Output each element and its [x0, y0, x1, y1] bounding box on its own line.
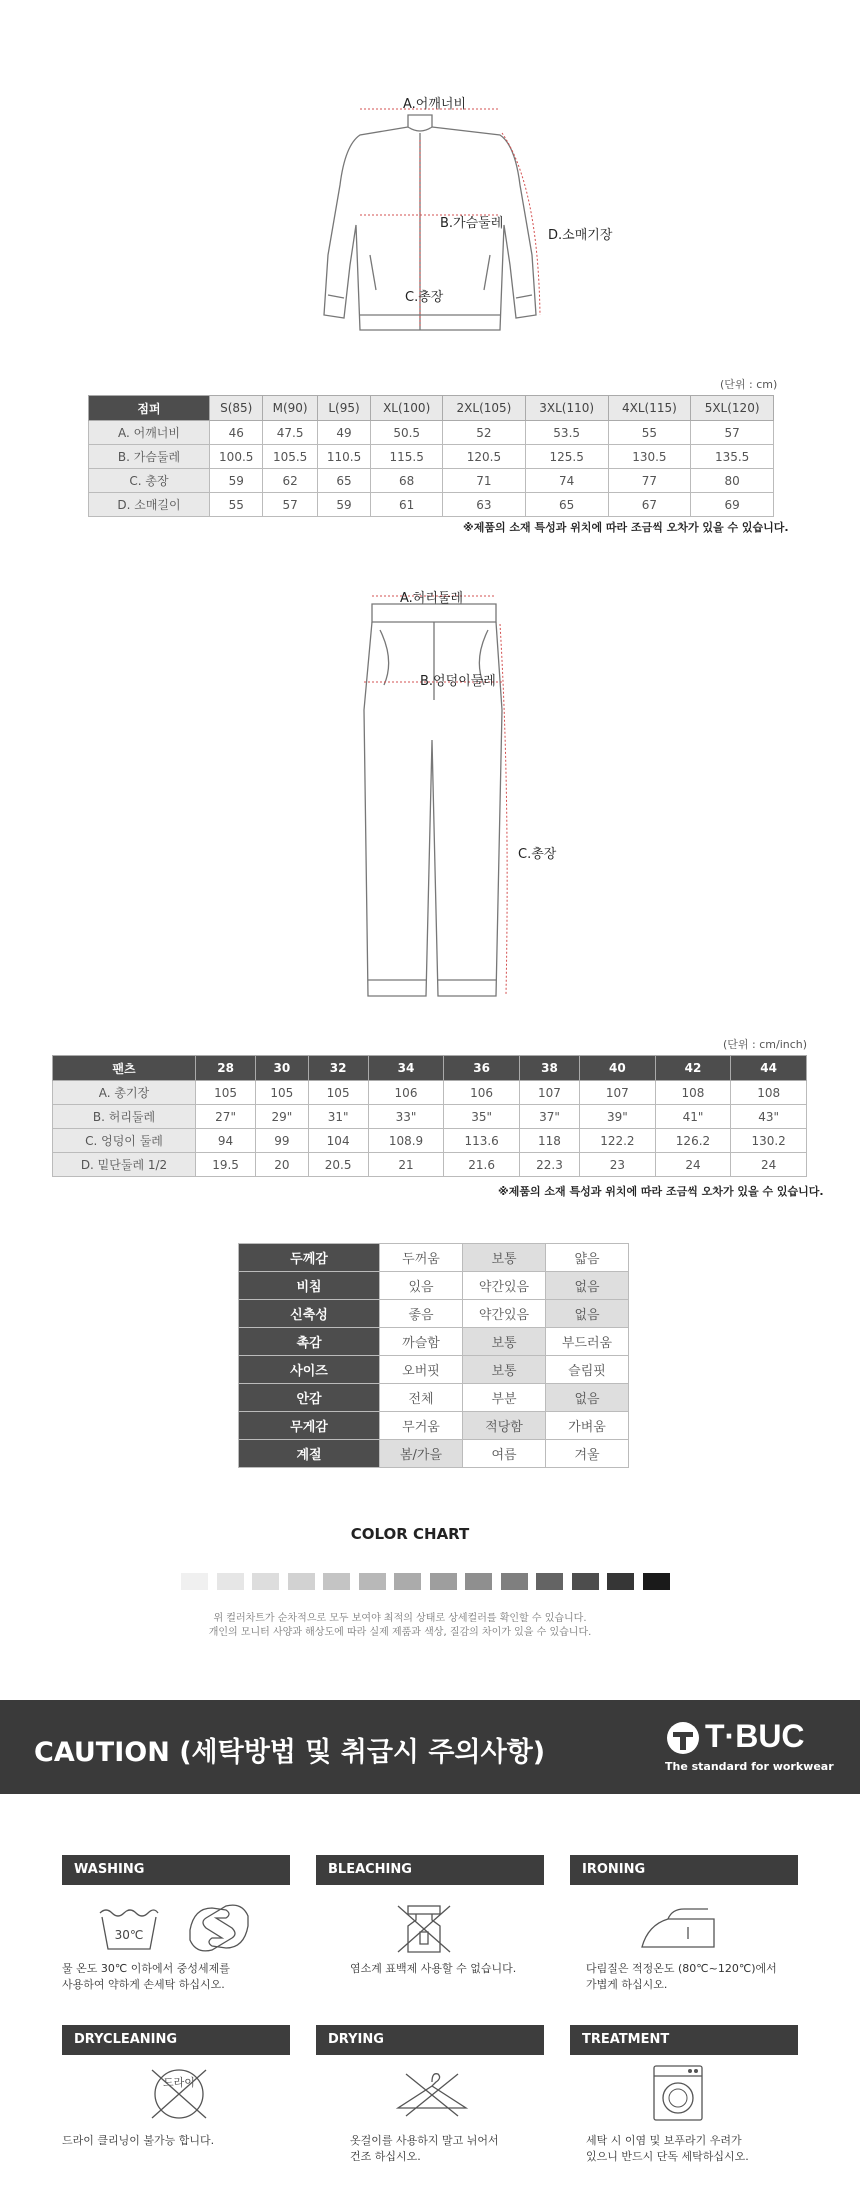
dryclean-mark-text: 드라이 [163, 2076, 195, 2089]
care-text-drycleaning-1: 드라이 클리닝이 불가능 합니다. [62, 2134, 215, 2147]
table-row [239, 1440, 629, 1468]
color-swatch [536, 1573, 563, 1590]
fabric-option: 오버핏 [380, 1356, 463, 1384]
table-cell: 59 [317, 493, 370, 517]
table-row [239, 1328, 629, 1356]
fabric-option-selected: 없음 [546, 1300, 629, 1328]
pants-label-a: A.허리둘레 [400, 591, 464, 606]
color-chart-title: COLOR CHART [350, 1525, 470, 1543]
fabric-option-selected: 봄/가을 [380, 1440, 463, 1468]
color-swatch [501, 1573, 528, 1590]
table-cell: 33" [368, 1105, 444, 1129]
fabric-option: 부분 [463, 1384, 546, 1412]
table-cell: 21.6 [444, 1153, 520, 1177]
table-cell: 110.5 [317, 445, 370, 469]
table-cell: 105 [308, 1081, 368, 1105]
table-cell: 99 [256, 1129, 308, 1153]
table-row [89, 493, 774, 517]
table-header-row [53, 1056, 807, 1081]
fabric-key: 비침 [239, 1272, 380, 1300]
table-header-cell: L(95) [317, 396, 370, 421]
no-dryclean-icon [144, 2066, 214, 2122]
table-cell: 52 [443, 421, 526, 445]
table-cell: 65 [525, 493, 608, 517]
jacket-label-b: B.가슴둘레 [440, 216, 504, 231]
table-cell: 108 [731, 1081, 807, 1105]
table-cell: 27" [196, 1105, 256, 1129]
care-text-ironing-2: 가볍게 하십시오. [586, 1978, 668, 1991]
table-cell: B. 허리둘레 [53, 1105, 196, 1129]
table-header-cell: S(85) [210, 396, 263, 421]
color-swatch [465, 1573, 492, 1590]
table-row [239, 1244, 629, 1272]
care-head-drycleaning: DRYCLEANING [62, 2025, 290, 2055]
table-cell: A. 어깨너비 [89, 421, 210, 445]
tbuc-logo-icon [665, 1720, 701, 1756]
fabric-option: 무거움 [380, 1412, 463, 1440]
pants-unit: (단위 : cm/inch) [723, 1038, 808, 1051]
table-header-cell: 30 [256, 1056, 308, 1081]
table-cell: 57 [691, 421, 774, 445]
care-text-washing-1: 물 온도 30℃ 이하에서 중성세제를 [62, 1962, 230, 1975]
color-swatch [288, 1573, 315, 1590]
table-cell: 106 [444, 1081, 520, 1105]
fabric-option: 여름 [463, 1440, 546, 1468]
fabric-option: 까슬함 [380, 1328, 463, 1356]
table-cell: 126.2 [655, 1129, 731, 1153]
fabric-option: 있음 [380, 1272, 463, 1300]
fabric-key: 무게감 [239, 1412, 380, 1440]
table-cell: 57 [263, 493, 317, 517]
jacket-size-table [88, 395, 774, 517]
table-cell: 71 [443, 469, 526, 493]
table-row [89, 469, 774, 493]
pants-size-table [52, 1055, 807, 1177]
table-cell: 31" [308, 1105, 368, 1129]
care-head-ironing: IRONING [570, 1855, 798, 1885]
fabric-option: 얇음 [546, 1244, 629, 1272]
caution-banner [0, 1700, 860, 1794]
care-text-treatment-2: 있으니 반드시 단독 세탁하십시오. [586, 2150, 749, 2163]
table-row [239, 1412, 629, 1440]
fabric-feel-table [238, 1243, 629, 1468]
table-cell: 105.5 [263, 445, 317, 469]
table-cell: 115.5 [371, 445, 443, 469]
washing-tub-icon [98, 1905, 160, 1953]
table-cell: 62 [263, 469, 317, 493]
jacket-unit: (단위 : cm) [720, 378, 778, 391]
table-cell: 24 [731, 1153, 807, 1177]
tbuc-logo-tagline: The standard for workwear [665, 1760, 834, 1773]
table-header-cell: 44 [731, 1056, 807, 1081]
table-cell: 49 [317, 421, 370, 445]
color-swatch [217, 1573, 244, 1590]
table-cell: 21 [368, 1153, 444, 1177]
fabric-option: 슬림핏 [546, 1356, 629, 1384]
table-cell: 107 [519, 1081, 579, 1105]
care-head-drying: DRYING [316, 2025, 544, 2055]
table-cell: 50.5 [371, 421, 443, 445]
color-swatch [323, 1573, 350, 1590]
table-cell: D. 밑단둘레 1/2 [53, 1153, 196, 1177]
fabric-key: 안감 [239, 1384, 380, 1412]
fabric-option: 전체 [380, 1384, 463, 1412]
fabric-option: 약간있음 [463, 1272, 546, 1300]
pants-illustration [350, 590, 530, 1000]
pants-label-c: C.총장 [518, 847, 557, 862]
fabric-option: 좋음 [380, 1300, 463, 1328]
table-row [53, 1105, 807, 1129]
table-cell: 47.5 [263, 421, 317, 445]
table-cell: 69 [691, 493, 774, 517]
fabric-option: 겨울 [546, 1440, 629, 1468]
jacket-label-d: D.소매기장 [548, 228, 613, 243]
no-bleach-icon [392, 1900, 456, 1956]
table-cell: C. 엉덩이 둘레 [53, 1129, 196, 1153]
table-cell: 37" [519, 1105, 579, 1129]
pants-note: ※제품의 소재 특성과 위치에 따라 조금씩 오차가 있을 수 있습니다. [498, 1185, 824, 1198]
fabric-key: 계절 [239, 1440, 380, 1468]
color-swatch [607, 1573, 634, 1590]
table-row [53, 1153, 807, 1177]
table-header-cell: 4XL(115) [608, 396, 691, 421]
table-cell: 125.5 [525, 445, 608, 469]
fabric-key: 두께감 [239, 1244, 380, 1272]
table-cell: B. 가슴둘레 [89, 445, 210, 469]
iron-icon [638, 1905, 718, 1953]
fabric-key: 사이즈 [239, 1356, 380, 1384]
tbuc-logo-text: T·BUC [705, 1718, 805, 1754]
hand-wash-icon [186, 1900, 252, 1956]
table-cell: 105 [196, 1081, 256, 1105]
care-head-treatment: TREATMENT [570, 2025, 798, 2055]
table-cell: 46 [210, 421, 263, 445]
table-cell: 120.5 [443, 445, 526, 469]
color-swatch [430, 1573, 457, 1590]
care-text-treatment-1: 세탁 시 이염 및 보푸라기 우려가 [586, 2134, 742, 2147]
table-header-cell: 2XL(105) [443, 396, 526, 421]
pants-label-b: B.엉덩이둘레 [420, 674, 496, 689]
table-header-cell: 42 [655, 1056, 731, 1081]
table-cell: 24 [655, 1153, 731, 1177]
table-cell: A. 총기장 [53, 1081, 196, 1105]
table-cell: 113.6 [444, 1129, 520, 1153]
table-cell: 94 [196, 1129, 256, 1153]
color-chart-note-2: 개인의 모니터 사양과 해상도에 따라 실제 제품과 색상, 질감의 차이가 있을 수 있습니다. [208, 1627, 592, 1638]
table-cell: 108 [655, 1081, 731, 1105]
table-cell: 41" [655, 1105, 731, 1129]
fabric-option: 가벼움 [546, 1412, 629, 1440]
table-header-cell: 3XL(110) [525, 396, 608, 421]
table-cell: 22.3 [519, 1153, 579, 1177]
care-head-washing: WASHING [62, 1855, 290, 1885]
table-cell: 105 [256, 1081, 308, 1105]
table-header-cell: XL(100) [371, 396, 443, 421]
jacket-label-c: C.총장 [405, 290, 444, 305]
fabric-key: 신축성 [239, 1300, 380, 1328]
table-header-cell: M(90) [263, 396, 317, 421]
table-row [239, 1356, 629, 1384]
table-cell: 39" [580, 1105, 656, 1129]
table-row [239, 1384, 629, 1412]
table-cell: 67 [608, 493, 691, 517]
table-header-cell: 38 [519, 1056, 579, 1081]
color-chart-note-1: 위 컬러차트가 순차적으로 모두 보여야 최적의 상태로 상세컬러를 확인할 수 있습니다. [213, 1613, 587, 1624]
fabric-key: 촉감 [239, 1328, 380, 1356]
color-swatch [252, 1573, 279, 1590]
fabric-option-selected: 없음 [546, 1384, 629, 1412]
fabric-option: 두꺼움 [380, 1244, 463, 1272]
color-swatch [572, 1573, 599, 1590]
table-row [53, 1081, 807, 1105]
table-header-cell: 팬츠 [53, 1056, 196, 1081]
table-cell: 35" [444, 1105, 520, 1129]
table-cell: 77 [608, 469, 691, 493]
jacket-label-a: A.어깨너비 [403, 97, 467, 112]
table-cell: 130.5 [608, 445, 691, 469]
table-cell: 118 [519, 1129, 579, 1153]
fabric-option-selected: 보통 [463, 1244, 546, 1272]
table-cell: 135.5 [691, 445, 774, 469]
table-header-row [89, 396, 774, 421]
table-cell: 104 [308, 1129, 368, 1153]
jacket-note: ※제품의 소재 특성과 위치에 따라 조금씩 오차가 있을 수 있습니다. [463, 521, 789, 534]
table-cell: 74 [525, 469, 608, 493]
table-header-cell: 36 [444, 1056, 520, 1081]
table-cell: 130.2 [731, 1129, 807, 1153]
care-text-drying-1: 옷걸이를 사용하지 말고 뉘어서 [350, 2134, 499, 2147]
fabric-option: 부드러움 [546, 1328, 629, 1356]
table-row [89, 421, 774, 445]
table-header-cell: 32 [308, 1056, 368, 1081]
washing-machine-icon [650, 2062, 706, 2124]
table-row [239, 1300, 629, 1328]
wash-temp-text: 30℃ [114, 1928, 144, 1942]
no-hanger-icon [392, 2068, 472, 2120]
table-cell: D. 소매길이 [89, 493, 210, 517]
table-cell: C. 총장 [89, 469, 210, 493]
color-swatch [394, 1573, 421, 1590]
table-row [239, 1272, 629, 1300]
table-cell: 20 [256, 1153, 308, 1177]
table-cell: 55 [210, 493, 263, 517]
fabric-option: 약간있음 [463, 1300, 546, 1328]
table-cell: 65 [317, 469, 370, 493]
table-cell: 122.2 [580, 1129, 656, 1153]
color-swatch [643, 1573, 670, 1590]
fabric-option-selected: 적당함 [463, 1412, 546, 1440]
table-row [89, 445, 774, 469]
table-cell: 43" [731, 1105, 807, 1129]
table-cell: 61 [371, 493, 443, 517]
color-swatch [181, 1573, 208, 1590]
fabric-option-selected: 보통 [463, 1328, 546, 1356]
caution-title: CAUTION (세탁방법 및 취급시 주의사항) [34, 1737, 546, 1768]
table-header-cell: 5XL(120) [691, 396, 774, 421]
table-cell: 29" [256, 1105, 308, 1129]
table-cell: 55 [608, 421, 691, 445]
table-cell: 106 [368, 1081, 444, 1105]
table-cell: 53.5 [525, 421, 608, 445]
table-cell: 107 [580, 1081, 656, 1105]
table-cell: 108.9 [368, 1129, 444, 1153]
table-header-cell: 40 [580, 1056, 656, 1081]
table-header-cell: 28 [196, 1056, 256, 1081]
care-text-washing-2: 사용하여 약하게 손세탁 하십시오. [62, 1978, 225, 1991]
care-text-drying-2: 건조 하십시오. [350, 2150, 421, 2163]
table-row [53, 1129, 807, 1153]
care-head-bleaching: BLEACHING [316, 1855, 544, 1885]
table-cell: 100.5 [210, 445, 263, 469]
table-cell: 80 [691, 469, 774, 493]
fabric-option-selected: 보통 [463, 1356, 546, 1384]
table-cell: 68 [371, 469, 443, 493]
table-header-cell: 점퍼 [89, 396, 210, 421]
fabric-option-selected: 없음 [546, 1272, 629, 1300]
table-cell: 23 [580, 1153, 656, 1177]
care-text-bleaching-1: 염소계 표백제 사용할 수 없습니다. [350, 1962, 517, 1975]
table-header-cell: 34 [368, 1056, 444, 1081]
table-cell: 19.5 [196, 1153, 256, 1177]
care-text-ironing-1: 다림질은 적정온도 (80℃~120℃)에서 [586, 1962, 777, 1975]
table-cell: 59 [210, 469, 263, 493]
table-cell: 63 [443, 493, 526, 517]
table-cell: 20.5 [308, 1153, 368, 1177]
color-swatch [359, 1573, 386, 1590]
